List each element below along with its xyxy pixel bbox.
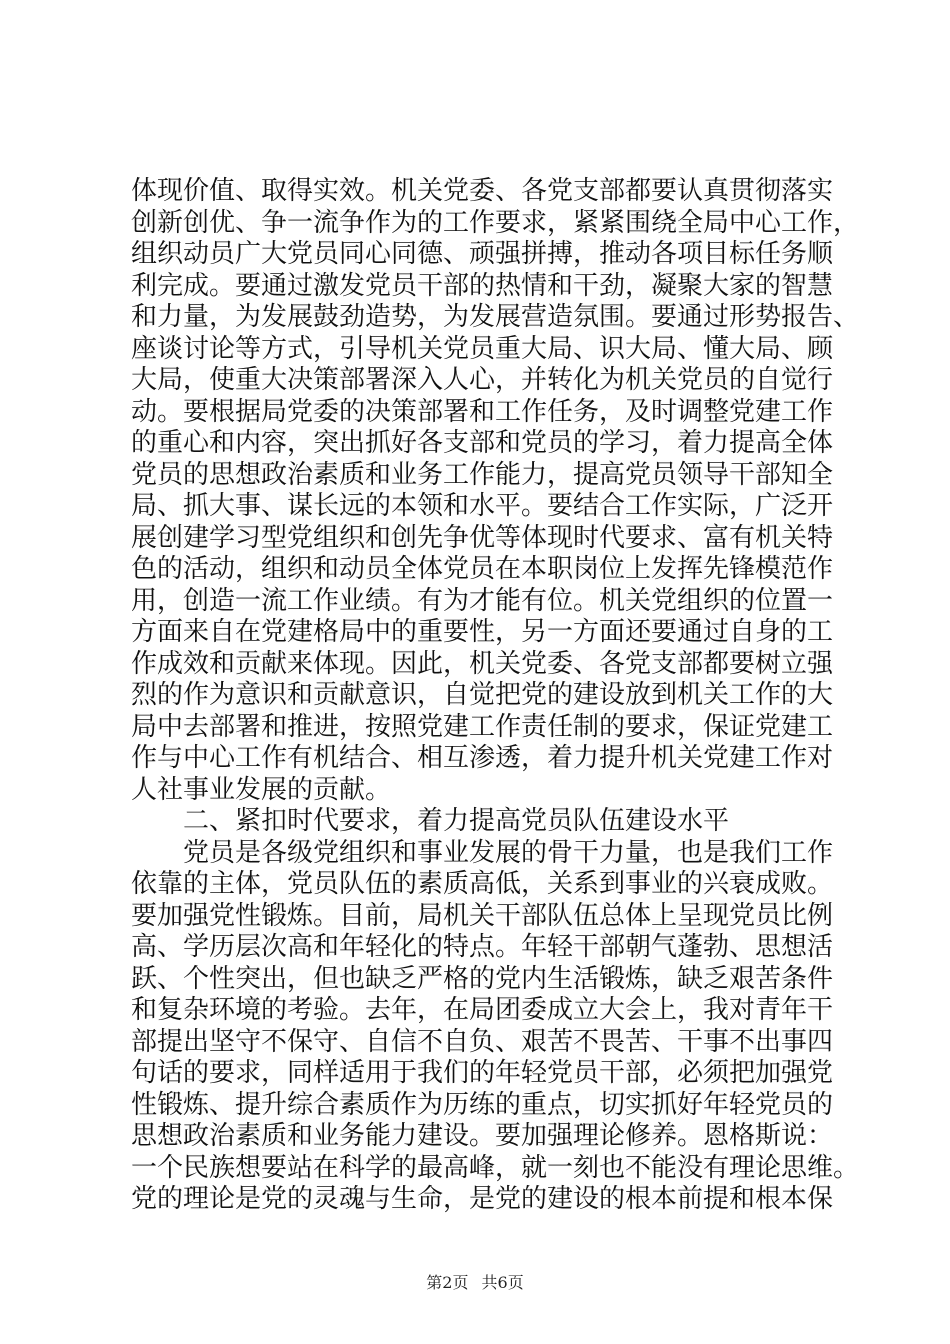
text-line: 作与中心工作有机结合、相互渗透，着力提升机关党建工作对 — [131, 743, 834, 773]
text-line: 体现价值、取得实效。机关党委、各党支部都要认真贯彻落实 — [131, 176, 834, 206]
text-line: 跃、个性突出，但也缺乏严格的党内生活锻炼，缺乏艰苦条件 — [131, 963, 834, 994]
text-line: 人社事业发展的贡献。 — [131, 774, 392, 805]
page-footer — [0, 1270, 950, 1293]
text-line: 局、抓大事、谋长远的本领和水平。要结合工作实际，广泛开 — [131, 491, 834, 521]
text-line: 局中去部署和推进，按照党建工作责任制的要求，保证党建工 — [131, 711, 834, 742]
text-line: 高、学历层次高和年轻化的特点。年轻干部朝气蓬勃、思想活 — [131, 932, 834, 962]
text-line: 和复杂环境的考验。去年，在局团委成立大会上，我对青年干 — [131, 995, 834, 1025]
text-line: 用，创造一流工作业绩。有为才能有位。机关党组织的位置一 — [131, 585, 834, 616]
text-line: 党员是各级党组织和事业发展的骨干力量，也是我们工作 — [183, 837, 834, 868]
text-line: 和力量，为发展鼓劲造势，为发展营造氛围。要通过形势报告、 — [131, 302, 860, 332]
text-line: 大局，使重大决策部署深入人心，并转化为机关党员的自觉行 — [131, 365, 834, 395]
text-line: 色的活动，组织和动员全体党员在本职岗位上发挥先锋模范作 — [131, 554, 834, 584]
page-number: 第2页 — [426, 1273, 469, 1292]
text-line: 党员的思想政治素质和业务工作能力，提高党员领导干部知全 — [131, 459, 834, 490]
text-line: 组织动员广大党员同心同德、顽强拼搏，推动各项目标任务顺 — [131, 239, 834, 269]
text-line: 烈的作为意识和贡献意识，自觉把党的建设放到机关工作的大 — [131, 680, 834, 710]
text-line: 创新创优、争一流争作为的工作要求，紧紧围绕全局中心工作， — [131, 207, 860, 238]
text-line: 座谈讨论等方式，引导机关党员重大局、识大局、懂大局、顾 — [131, 333, 834, 364]
text-line: 方面来自在党建格局中的重要性，另一方面还要通过自身的工 — [131, 617, 834, 647]
page-total: 共6页 — [481, 1273, 524, 1292]
text-line: 动。要根据局党委的决策部署和工作任务，及时调整党建工作 — [131, 396, 834, 427]
text-line: 党的理论是党的灵魂与生命，是党的建设的根本前提和根本保 — [131, 1184, 834, 1214]
section-heading: 二、紧扣时代要求，着力提高党员队伍建设水平 — [183, 806, 730, 836]
text-line: 句话的要求，同样适用于我们的年轻党员干部，必须把加强党 — [131, 1058, 834, 1088]
text-line: 思想政治素质和业务能力建设。要加强理论修养。恩格斯说： — [131, 1121, 834, 1151]
text-line: 一个民族想要站在科学的最高峰，就一刻也不能没有理论思维。 — [131, 1152, 860, 1183]
text-line: 依靠的主体，党员队伍的素质高低，关系到事业的兴衰成败。 — [131, 869, 834, 899]
body-text — [131, 176, 860, 1216]
text-line: 的重心和内容，突出抓好各支部和党员的学习，着力提高全体 — [131, 428, 834, 458]
text-line: 展创建学习型党组织和创先争优等体现时代要求、富有机关特 — [131, 522, 834, 553]
text-line: 利完成。要通过激发党员干部的热情和干劲，凝聚大家的智慧 — [131, 270, 834, 301]
text-line: 性锻炼、提升综合素质作为历练的重点，切实抓好年轻党员的 — [131, 1089, 834, 1120]
text-line: 作成效和贡献来体现。因此，机关党委、各党支部都要树立强 — [131, 648, 834, 679]
text-line: 部提出坚守不保守、自信不自负、艰苦不畏苦、干事不出事四 — [131, 1026, 834, 1057]
text-line: 要加强党性锻炼。目前，局机关干部队伍总体上呈现党员比例 — [131, 900, 834, 931]
